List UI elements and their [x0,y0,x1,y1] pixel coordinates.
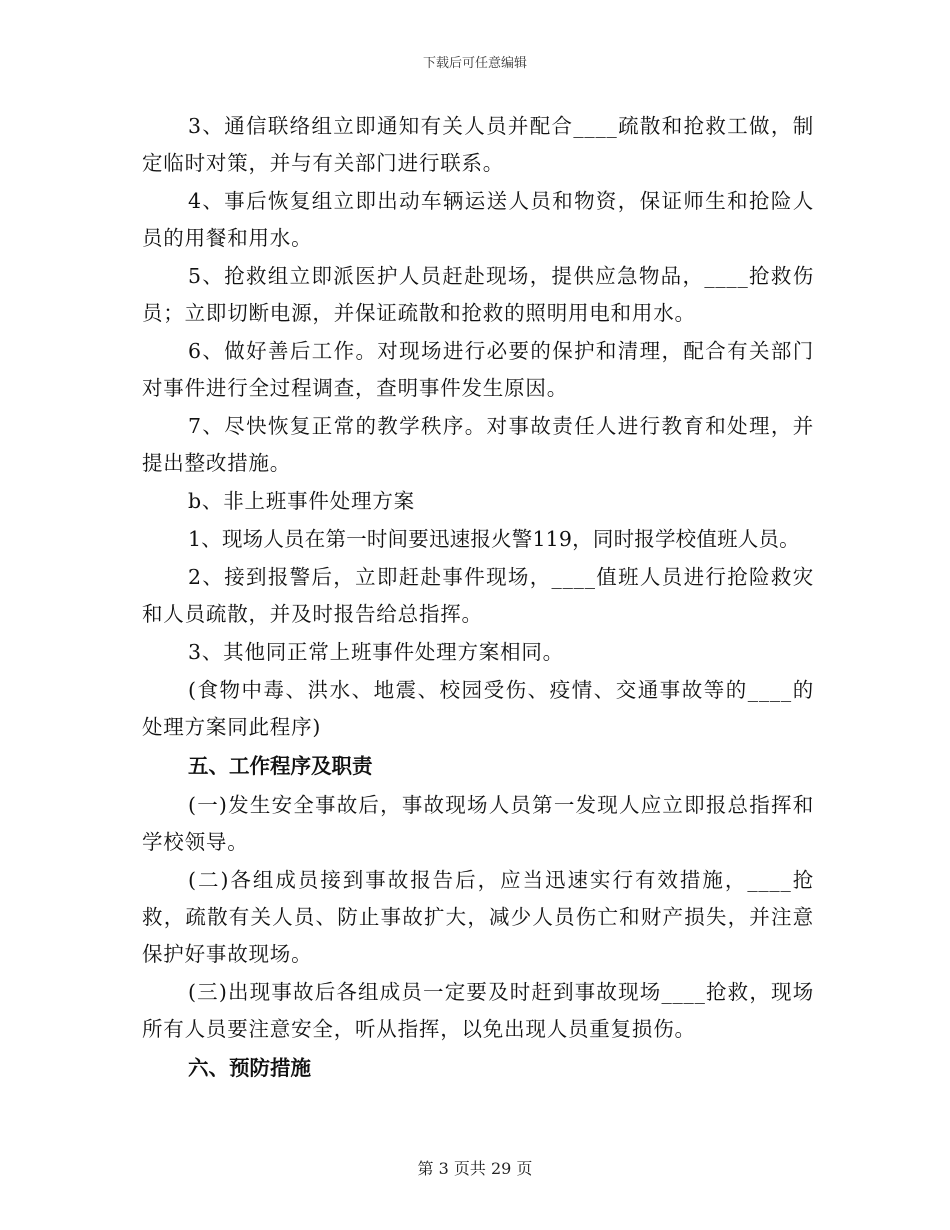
document-body [142,108,814,1089]
section-heading: 五、工作程序及职责 [188,754,373,778]
paragraph: (一)发生安全事故后，事故现场人员第一发现人应立即报总指挥和学校领导。 [142,793,814,854]
paragraph: (食物中毒、洪水、地震、校园受伤、疫情、交通事故等的____的处理方案同此程序) [142,678,814,739]
paragraph: 3、其他同正常上班事件处理方案相同。 [188,640,564,664]
paragraph: b、非上班事件处理方案 [188,489,415,513]
paragraph: (二)各组成员接到事故报告后，应当迅速实行有效措施，____抢救，疏散有关人员、防止事故扩大，减少人员伤亡和财产损失，并注意保护好事故现场。 [142,868,814,966]
paragraph: 1、现场人员在第一时间要迅速报火警119，同时报学校值班人员。 [188,527,800,551]
page-footer: 第 3 页共 29 页 [417,1159,533,1178]
paragraph: 4、事后恢复组立即出动车辆运送人员和物资，保证师生和抢险人员的用餐和用水。 [142,189,814,250]
paragraph: 3、通信联络组立即通知有关人员并配合____疏散和抢救工做，制定临时对策，并与有关部门进行联系。 [142,114,814,175]
page-header: 下载后可任意编辑 [422,56,527,71]
paragraph: 7、尽快恢复正常的教学秩序。对事故责任人进行教育和处理，并提出整改措施。 [142,414,814,475]
paragraph: (三)出现事故后各组成员一定要及时赶到事故现场____抢救，现场所有人员要注意安全，听从指挥，以免出现人员重复损伤。 [142,980,814,1041]
paragraph: 2、接到报警后，立即赶赴事件现场，____值班人员进行抢险救灾和人员疏散，并及时报告给总指挥。 [142,565,814,626]
paragraph: 6、做好善后工作。对现场进行必要的保护和清理，配合有关部门对事件进行全过程调查，查明事件发生原因。 [142,339,814,400]
paragraph: 5、抢救组立即派医护人员赶赴现场，提供应急物品，____抢救伤员；立即切断电源，并保证疏散和抢救的照明用电和用水。 [142,264,814,325]
section-heading: 六、预防措施 [188,1056,311,1080]
